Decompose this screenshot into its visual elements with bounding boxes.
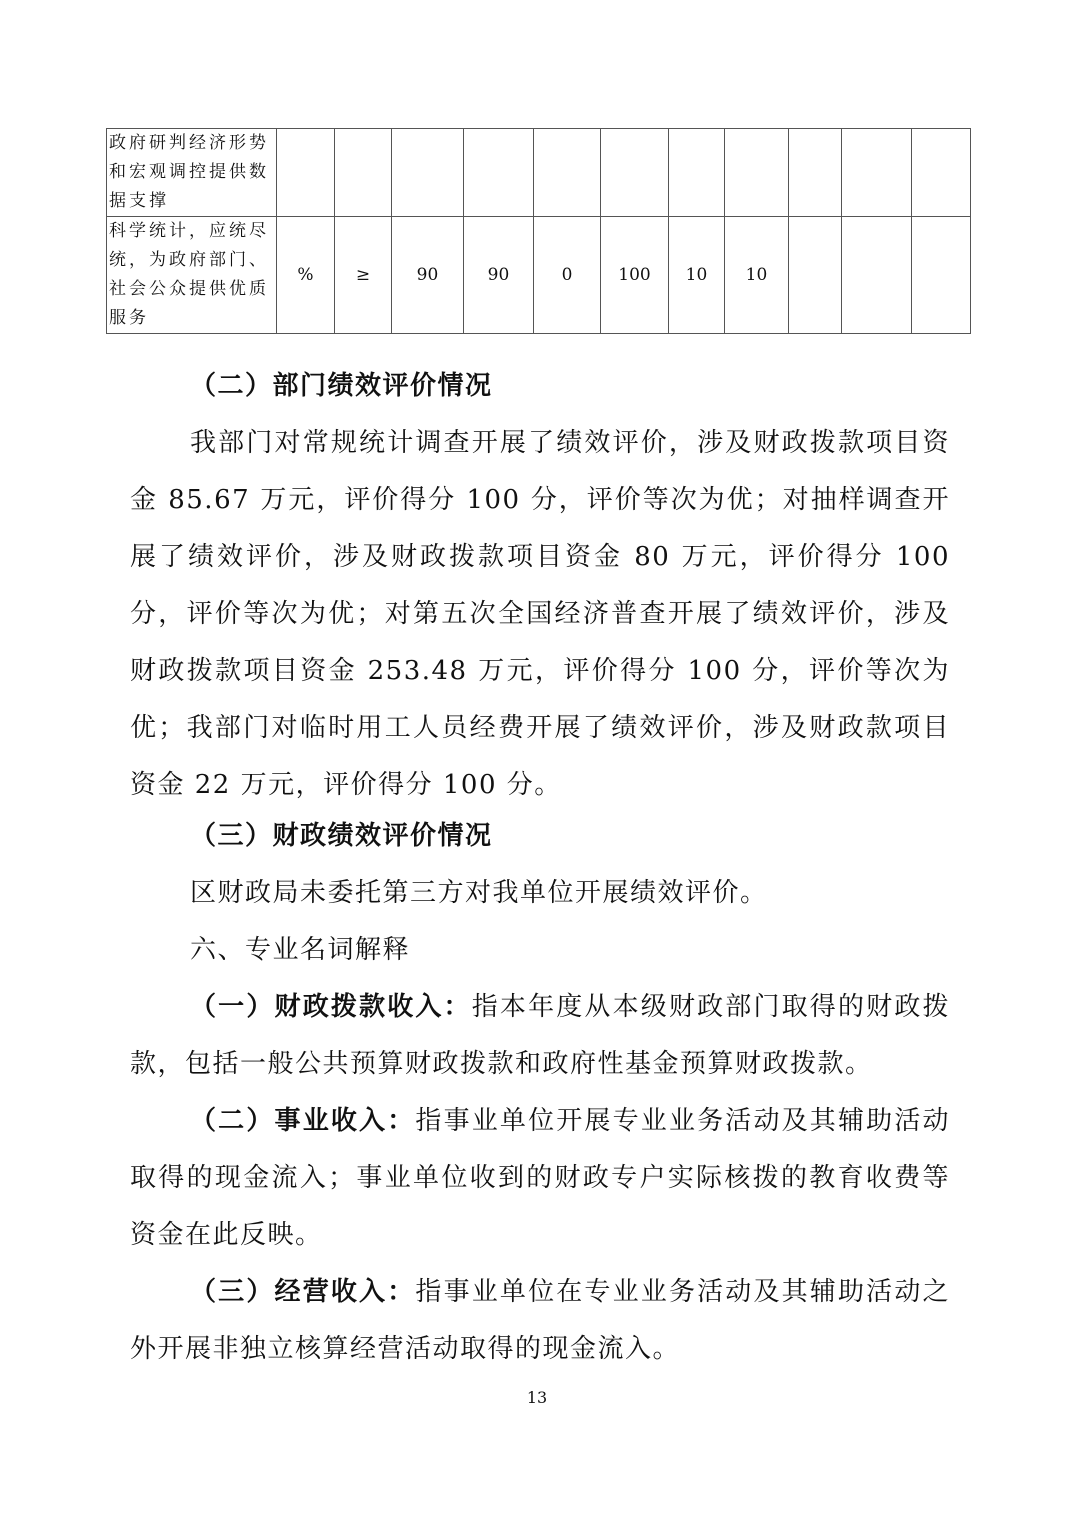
section-glossary bbox=[130, 922, 950, 1378]
table-cell bbox=[335, 129, 392, 217]
table-cell: 90 bbox=[392, 217, 464, 334]
table-cell bbox=[392, 129, 464, 217]
glossary-term: （二）事业收入： bbox=[190, 1106, 416, 1136]
glossary-term: （三）经营收入： bbox=[190, 1277, 416, 1307]
section-dept-evaluation bbox=[130, 358, 950, 814]
table-cell: 90 bbox=[464, 217, 534, 334]
table-cell-unit: % bbox=[277, 217, 335, 334]
glossary-item bbox=[130, 1264, 950, 1378]
section-heading: （三）财政绩效评价情况 bbox=[190, 821, 493, 851]
page-number: 13 bbox=[526, 1388, 548, 1407]
section-body: 我部门对常规统计调查开展了绩效评价，涉及财政拨款项目资金 85.67 万元，评价得分 100 分，评价等次为优；对抽样调查开展了绩效评价，涉及财政拨款项目资金 80 万元，评价得分 100 分，评价等次为优；对第五次全国经济普查开展了绩效评价，涉及财政拨款项目资金 253.48 万元，评价得分 100 分，评价等次为优；我部门对临时用工人员经费开展了绩效评价，涉及财政款项目资金 22 万元，评价得分 100 分。 bbox=[130, 428, 950, 800]
table-cell bbox=[277, 129, 335, 217]
table-row bbox=[107, 217, 971, 334]
table-cell bbox=[789, 129, 842, 217]
glossary-definition: 指本年度从本级财政部门取得的财政拨款，包括一般公共预算财政拨款和政府性基金预算财政拨款。 bbox=[130, 992, 950, 1079]
section-heading: 六、专业名词解释 bbox=[190, 935, 411, 965]
table-cell bbox=[912, 129, 971, 217]
table-cell bbox=[725, 129, 789, 217]
performance-table bbox=[106, 128, 971, 334]
table-row bbox=[107, 129, 971, 217]
section-body: 区财政局未委托第三方对我单位开展绩效评价。 bbox=[190, 878, 768, 908]
table-cell bbox=[842, 129, 912, 217]
table-cell-desc: 科学统计，应统尽统，为政府部门、社会公众提供优质服务 bbox=[107, 217, 277, 334]
table-cell: 10 bbox=[669, 217, 725, 334]
table-cell bbox=[842, 217, 912, 334]
table-cell bbox=[464, 129, 534, 217]
glossary-term: （一）财政拨款收入： bbox=[190, 992, 472, 1022]
table-cell: 100 bbox=[601, 217, 669, 334]
section-heading: （二）部门绩效评价情况 bbox=[190, 371, 493, 401]
glossary-definition: 指事业单位开展专业业务活动及其辅助活动取得的现金流入；事业单位收到的财政专户实际核拨的教育收费等资金在此反映。 bbox=[130, 1106, 950, 1250]
table-cell bbox=[912, 217, 971, 334]
table-cell: 10 bbox=[725, 217, 789, 334]
section-finance-evaluation bbox=[130, 808, 950, 922]
glossary-definition: 指事业单位在专业业务活动及其辅助活动之外开展非独立核算经营活动取得的现金流入。 bbox=[130, 1277, 950, 1364]
table-cell-desc: 政府研判经济形势和宏观调控提供数据支撑 bbox=[107, 129, 277, 217]
table-cell bbox=[789, 217, 842, 334]
table-cell-operator: ≥ bbox=[335, 217, 392, 334]
table-cell bbox=[669, 129, 725, 217]
table-cell bbox=[601, 129, 669, 217]
table-cell bbox=[534, 129, 601, 217]
glossary-item bbox=[130, 1093, 950, 1264]
glossary-item bbox=[130, 979, 950, 1093]
table-cell: 0 bbox=[534, 217, 601, 334]
